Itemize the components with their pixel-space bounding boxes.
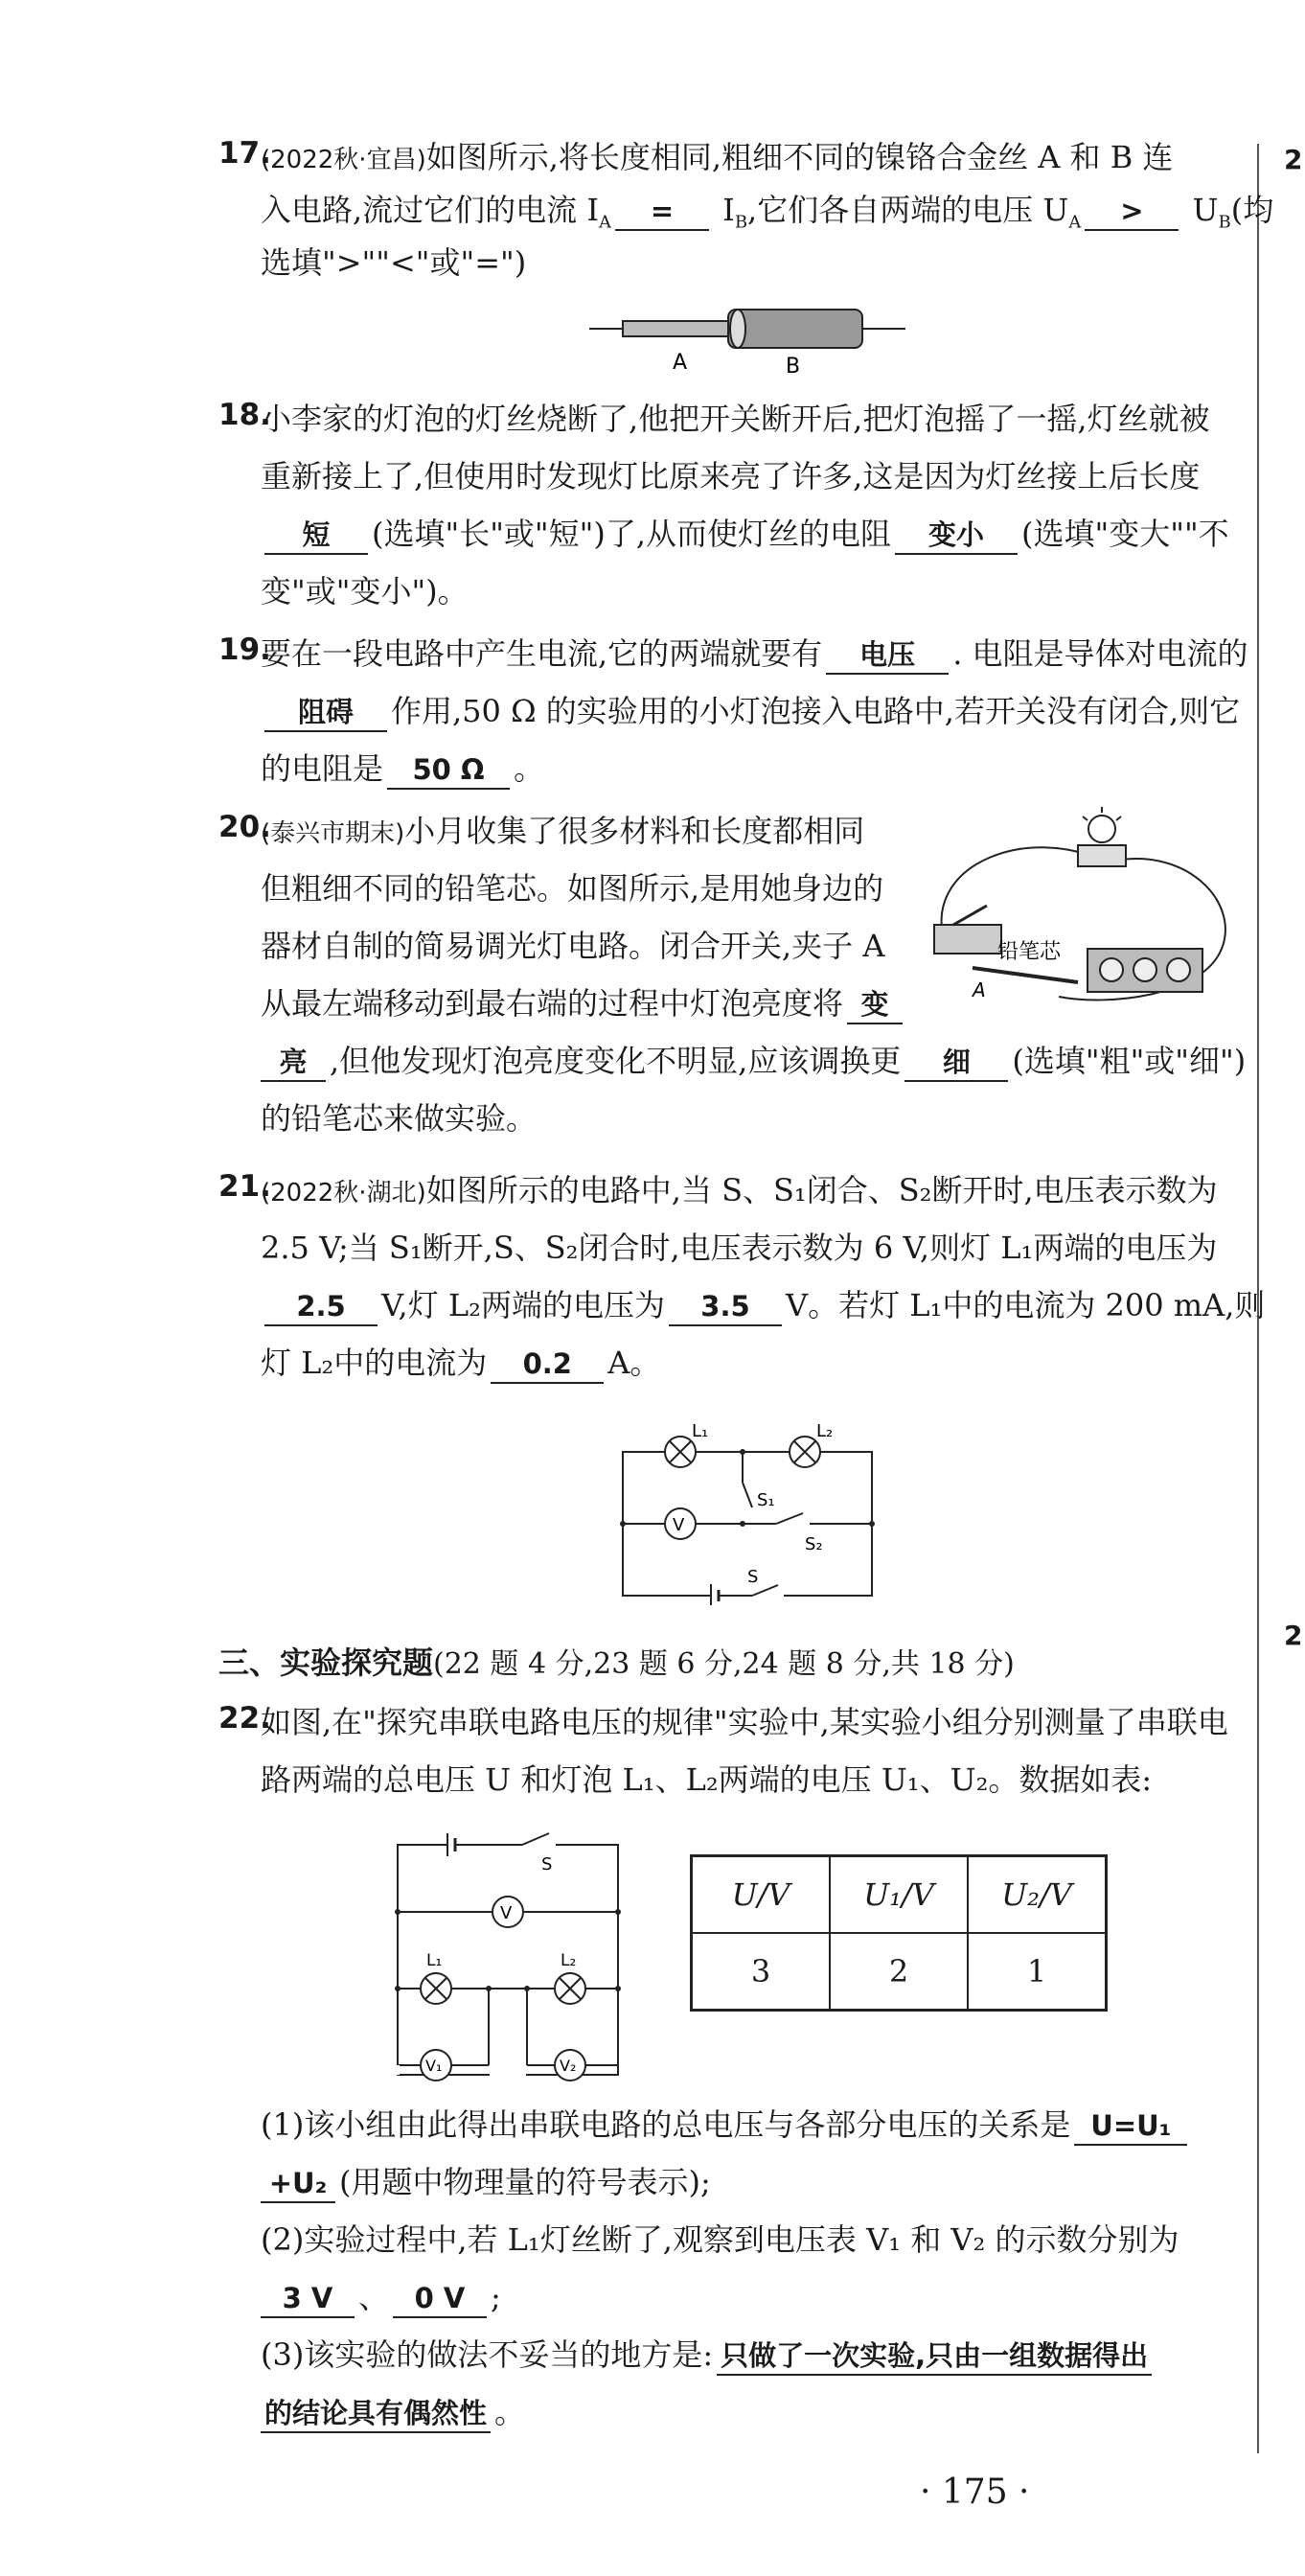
q17-answer-1: = — [615, 193, 709, 231]
section-heading: 三、实验探究题 — [218, 1644, 434, 1681]
q21-source: (2022秋·湖北) — [261, 1179, 426, 1208]
q21-line-1 — [261, 1169, 1228, 1214]
q18-text: (选填"长"或"短")了,从而使灯丝的电阻 — [372, 516, 892, 552]
question-number-19: 19. — [218, 632, 271, 667]
q20-answer-1b: 亮 — [261, 1044, 326, 1082]
page-number: · 175 · — [920, 2472, 1030, 2512]
q22-answer-2b: 0 V — [393, 2280, 487, 2318]
q19-line-3 — [261, 748, 1228, 790]
q21-text: 如图所示的电路中,当 S、S₁闭合、S₂断开时,电压表示数为 — [425, 1172, 1218, 1208]
q17-text: I — [713, 192, 735, 228]
header-u: U/V — [731, 1876, 790, 1913]
q18-line-1: 小李家的灯泡的灯丝烧断了,他把开关断开后,把灯泡摇了一摇,灯丝就被 — [261, 401, 1210, 437]
q20-text: ,但他发现灯泡亮度变化不明显,应该调换更 — [330, 1043, 902, 1079]
label-s: S — [747, 1567, 759, 1587]
q22-answer-3a: 只做了一次实验,只由一组数据得出 — [717, 2337, 1152, 2376]
table-header — [968, 1856, 1107, 1934]
q22-text: 、 — [358, 2279, 390, 2315]
q22-line-2: 路两端的总电压 U 和灯泡 L₁、L₂两端的电压 U₁、U₂。数据如表: — [261, 1761, 1153, 1798]
q19-text: . 电阻是导体对电流的 — [952, 635, 1248, 672]
q17-line-1 — [261, 136, 1228, 181]
q17-line-3: 选填">""<"或"=") — [261, 244, 527, 281]
q20-text: 从最左端移动到最右端的过程中灯泡亮度将 — [261, 985, 844, 1022]
q22-part-3-line-2 — [261, 2391, 525, 2433]
q17-line-2 — [261, 189, 1274, 243]
q20-answer-2: 细 — [904, 1044, 1008, 1082]
subscript: B — [1218, 212, 1231, 233]
q17-text: ,它们各自两端的电压 U — [747, 192, 1069, 228]
header-u1: U₁/V — [863, 1876, 934, 1913]
q22-part-3-line-1 — [261, 2334, 1152, 2376]
q22-part-2-line-1: (2)实验过程中,若 L₁灯丝断了,观察到电压表 V₁ 和 V₂ 的示数分别为 — [261, 2221, 1179, 2258]
q17-text: (均 — [1230, 192, 1274, 228]
label-voltmeter: V — [500, 1903, 513, 1923]
table-header — [830, 1856, 968, 1934]
q22-text: ; — [491, 2279, 501, 2315]
q20-line-1 — [261, 810, 912, 855]
q19-answer-1: 电压 — [826, 636, 949, 675]
q22-circuit-figure — [388, 1826, 628, 2088]
label-l1: L₁ — [426, 1951, 443, 1970]
q21-text: V。若灯 L₁中的电流为 200 mA,则 — [785, 1287, 1266, 1323]
label-v1: V₁ — [425, 2057, 443, 2075]
q22-data-table — [690, 1854, 1108, 2012]
q22-answer-2a: 3 V — [261, 2280, 355, 2318]
q17-answer-2: > — [1085, 193, 1179, 231]
q21-answer-1: 2.5 — [264, 1288, 378, 1326]
q19-answer-2: 阻碍 — [264, 694, 387, 732]
q22-text: (3)该实验的做法不妥当的地方是: — [261, 2336, 714, 2373]
q17-wire-figure — [584, 292, 910, 382]
section-detail: (22 题 4 分,23 题 6 分,24 题 8 分,共 18 分) — [433, 1647, 1015, 1681]
label-a: A — [673, 351, 688, 375]
q21-answer-3: 0.2 — [491, 1346, 604, 1384]
q18-text: (选填"变大""不 — [1021, 516, 1229, 552]
table-row — [692, 1933, 1107, 2011]
q17-text: 如图所示,将长度相同,粗细不同的镍铬合金丝 A 和 B 连 — [425, 139, 1174, 175]
q18-line-3 — [261, 513, 1228, 555]
q21-answer-2: 3.5 — [669, 1288, 782, 1326]
label-b: B — [786, 355, 801, 379]
q20-line-6: 的铅笔芯来做实验。 — [261, 1100, 538, 1137]
label-l2: L₂ — [561, 1951, 577, 1970]
question-number-21: 21. — [218, 1169, 271, 1204]
q22-text: 。 — [494, 2394, 526, 2430]
q17-text: U — [1182, 192, 1219, 228]
table-cell: 3 — [692, 1933, 831, 2011]
label-voltmeter: V — [673, 1515, 685, 1535]
q21-line-2: 2.5 V;当 S₁断开,S、S₂闭合时,电压表示数为 6 V,则灯 L₁两端的电压为 — [261, 1230, 1218, 1266]
q20-line-4 — [261, 982, 912, 1024]
q19-text: 作用,50 Ω 的实验用的小灯泡接入电路中,若开关没有闭合,则它 — [391, 693, 1241, 729]
header-u2: U₂/V — [1001, 1876, 1072, 1913]
subscript: A — [1068, 212, 1082, 233]
label-s: S — [541, 1854, 553, 1874]
subscript: A — [599, 212, 611, 233]
q21-text: A。 — [607, 1345, 661, 1381]
q22-part-1-line-1 — [261, 2104, 1187, 2146]
label-v2: V₂ — [560, 2057, 577, 2075]
q20-line-5 — [261, 1040, 1247, 1082]
q20-line-2: 但粗细不同的铅笔芯。如图所示,是用她身边的 — [261, 870, 884, 907]
label-s2: S₂ — [805, 1534, 823, 1554]
q18-line-2: 重新接上了,但使用时发现灯比原来亮了许多,这是因为灯丝接上后长度 — [261, 458, 1201, 494]
q19-line-2 — [261, 690, 1241, 732]
subscript: B — [734, 212, 748, 233]
label-clip-a: A — [973, 978, 986, 1001]
table-cell: 1 — [968, 1933, 1107, 2011]
edge-mark: 2 — [1284, 144, 1303, 175]
q20-line-3: 器材自制的简易调光灯电路。闭合开关,夹子 A — [261, 928, 885, 964]
label-l1: L₁ — [692, 1421, 709, 1441]
q21-line-3 — [261, 1284, 1266, 1326]
table-header — [692, 1856, 831, 1934]
question-number-17: 17. — [218, 136, 271, 171]
q17-source: (2022秋·宜昌) — [261, 146, 426, 174]
label-s1: S₁ — [757, 1490, 775, 1510]
q19-answer-3: 50 Ω — [387, 751, 510, 790]
q21-line-4 — [261, 1342, 1228, 1384]
section-title — [218, 1639, 1015, 1683]
q17-text: 入电路,流过它们的电流 I — [261, 192, 599, 228]
question-number-18: 18. — [218, 398, 271, 432]
table-cell: 2 — [830, 1933, 968, 2011]
q19-text: 。 — [514, 750, 545, 787]
q22-answer-3b: 的结论具有偶然性 — [261, 2395, 491, 2433]
q22-text: (1)该小组由此得出串联电路的总电压与各部分电压的关系是 — [261, 2106, 1071, 2143]
q22-text: (用题中物理量的符号表示); — [339, 2164, 711, 2200]
q22-answer-1a: U=U₁ — [1074, 2107, 1187, 2146]
table-header-row — [692, 1856, 1107, 1934]
q21-text: V,灯 L₂两端的电压为 — [381, 1287, 665, 1323]
q18-answer-2: 变小 — [895, 517, 1018, 555]
q19-line-1 — [261, 632, 1248, 675]
q20-text: 小月收集了很多材料和长度都相同 — [404, 813, 865, 849]
q22-part-1-line-2 — [261, 2161, 711, 2203]
q22-line-1: 如图,在"探究串联电路电压的规律"实验中,某实验小组分别测量了串联电 — [261, 1704, 1228, 1740]
q20-text: (选填"粗"或"细") — [1012, 1043, 1247, 1079]
q22-answer-1b: +U₂ — [261, 2165, 335, 2203]
q22-part-2-line-2 — [261, 2276, 501, 2318]
q18-line-4: 变"或"变小")。 — [261, 573, 469, 610]
question-number-20: 20. — [218, 810, 271, 844]
q20-circuit-figure — [915, 805, 1241, 1020]
q20-source: (泰兴市期末) — [261, 819, 405, 848]
q18-answer-1: 短 — [264, 517, 368, 555]
edge-mark: 2 — [1284, 1620, 1303, 1651]
label-l2: L₂ — [816, 1421, 834, 1441]
label-pencil-lead: 铅笔芯 — [997, 940, 1062, 964]
question-number-22: 22. — [218, 1701, 271, 1736]
q21-text: 灯 L₂中的电流为 — [261, 1345, 488, 1381]
q19-text: 的电阻是 — [261, 750, 384, 787]
q20-answer-1a: 变 — [847, 986, 903, 1024]
q21-circuit-figure — [613, 1414, 881, 1609]
q19-text: 要在一段电路中产生电流,它的两端就要有 — [261, 635, 823, 672]
